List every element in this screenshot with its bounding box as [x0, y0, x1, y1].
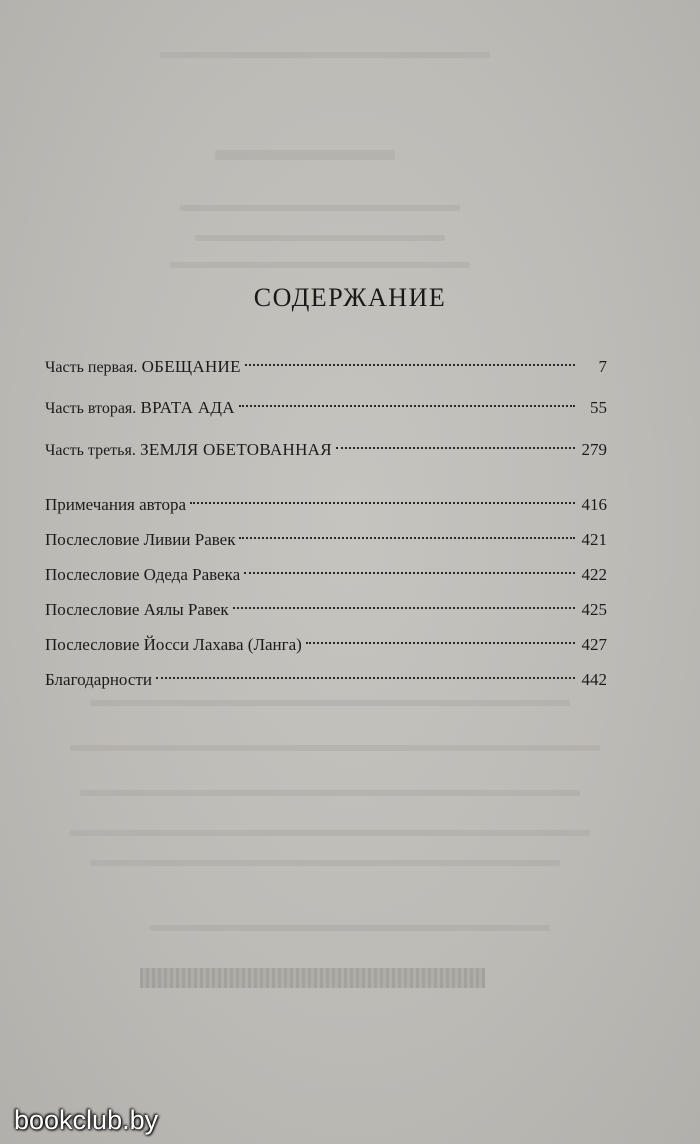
toc-entry-label: Послесловие Аялы Равек — [45, 600, 229, 619]
dot-leader — [239, 513, 575, 539]
dot-leader — [233, 583, 575, 609]
watermark: bookclub.by — [14, 1104, 159, 1135]
toc-entry-acknowledgements[interactable] — [45, 659, 607, 689]
page-number: 55 — [590, 398, 607, 417]
toc-entry-author-notes[interactable] — [45, 484, 607, 514]
part-prefix: Часть вторая. — [45, 400, 137, 417]
dot-leader — [156, 653, 575, 679]
part-name: ВРАТА АДА — [140, 398, 235, 417]
dot-leader — [306, 618, 575, 644]
toc-entry-label: Послесловие Одеда Равека — [45, 565, 241, 584]
bleed-through-barcode — [140, 968, 485, 988]
page-number: 427 — [581, 635, 607, 654]
page-number: 416 — [581, 495, 607, 514]
toc-entry-part-3[interactable] — [45, 429, 607, 459]
toc-entry-label: Примечания автора — [45, 495, 187, 514]
toc-entry-part-2[interactable] — [45, 387, 607, 417]
dot-leader — [190, 478, 575, 504]
part-prefix: Часть третья. — [45, 442, 136, 459]
toc-entry-label — [45, 355, 241, 380]
toc-entry-label: Послесловие Ливии Равек — [45, 530, 236, 549]
dot-leader — [239, 381, 575, 407]
dot-leader — [244, 548, 575, 574]
toc-entry-label — [45, 396, 235, 421]
page-number: 442 — [581, 670, 607, 689]
dot-leader — [336, 423, 575, 449]
toc-entry-afterword-ayala[interactable] — [45, 589, 607, 619]
page-number: 425 — [581, 600, 607, 619]
contents-title: СОДЕРЖАНИЕ — [253, 283, 447, 312]
part-name: ОБЕЩАНИЕ — [141, 357, 241, 376]
page-number: 279 — [581, 440, 607, 459]
dot-leader — [245, 340, 575, 366]
part-name: ЗЕМЛЯ ОБЕТОВАННАЯ — [140, 440, 332, 459]
page-number: 422 — [581, 565, 607, 584]
page-number: 421 — [581, 530, 607, 549]
part-prefix: Часть первая. — [45, 359, 138, 376]
toc-entry-afterword-oded[interactable] — [45, 554, 607, 584]
toc-entry-label — [45, 438, 332, 463]
toc-entry-label: Благодарности — [45, 670, 152, 689]
toc-entry-part-1[interactable] — [45, 346, 607, 376]
page-number: 7 — [598, 357, 607, 376]
toc-entry-afterword-yossi[interactable] — [45, 624, 607, 654]
toc-entry-label: Послесловие Йосси Лахава (Ланга) — [45, 635, 302, 654]
toc-entry-afterword-livia[interactable] — [45, 519, 607, 549]
